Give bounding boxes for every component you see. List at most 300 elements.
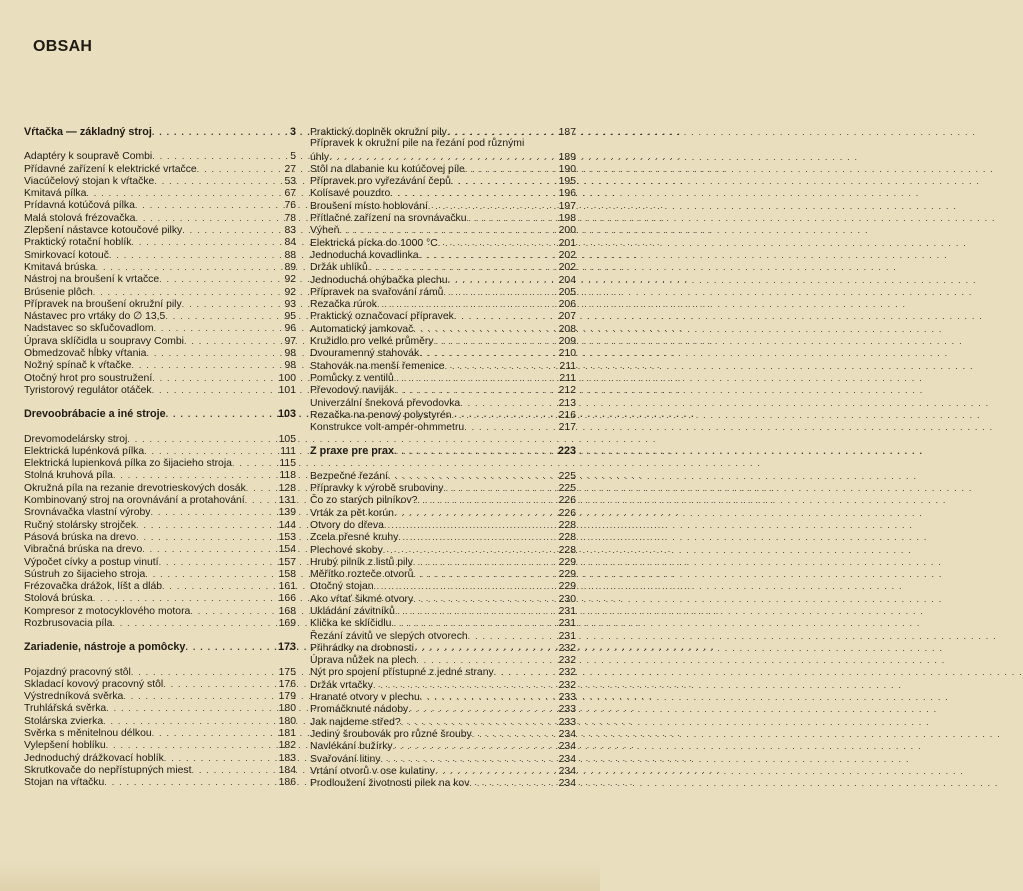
section-heading[interactable] — [24, 641, 296, 653]
toc-entry[interactable] — [24, 199, 296, 211]
toc-entry-title: Praktický doplněk okružní pily — [310, 127, 447, 138]
section-heading[interactable] — [310, 445, 576, 457]
leader-dots — [388, 470, 557, 482]
leader-dots — [106, 739, 277, 751]
toc-entry-page: 226 — [558, 507, 576, 519]
toc-entry[interactable] — [24, 543, 296, 555]
toc-entry-title: Prodloužení životnosti pilek na kov — [310, 778, 470, 790]
toc-entry-page: 195 — [558, 176, 576, 188]
leader-dots — [413, 556, 557, 568]
toc-entry[interactable] — [24, 359, 296, 371]
toc-entry-title: Vrtání otvorů v ose kulatiny — [310, 765, 435, 777]
toc-entry[interactable] — [24, 580, 296, 592]
leader-dots — [391, 617, 556, 629]
leader-dots — [152, 727, 277, 739]
toc-entry[interactable] — [310, 347, 576, 359]
toc-entry-title: Přípravek na broušení okružní pily — [24, 298, 182, 310]
leader-dots — [413, 568, 556, 580]
toc-entry-title: Přípravek na svařování rámů — [310, 286, 444, 298]
toc-entry-page: 95 — [284, 311, 296, 323]
leader-dots — [443, 286, 556, 298]
toc-entry-title: Obmedzovač hĺbky vŕtania — [24, 348, 147, 360]
leader-dots — [460, 397, 556, 409]
toc-entry[interactable] — [310, 286, 576, 298]
toc-entry[interactable] — [310, 298, 576, 310]
leader-dots — [144, 445, 278, 457]
toc-entry-page: 216 — [558, 409, 576, 421]
toc-entry-title: Promáčknuté nádoby — [310, 704, 409, 716]
leader-dots — [380, 753, 556, 765]
toc-entry-page: 92 — [284, 286, 296, 298]
leader-dots — [438, 237, 557, 249]
section-heading[interactable] — [24, 126, 296, 138]
toc-entry-title: Hranaté otvory v plechu — [310, 692, 420, 704]
toc-entry-page: 179 — [278, 691, 296, 703]
toc-entry-title: Přípravek k okružní pile na řezání pod různými — [310, 138, 525, 150]
toc-entry-title: Otočný stojan — [310, 581, 374, 593]
toc-entry[interactable] — [24, 298, 296, 310]
toc-entry-page: 231 — [558, 605, 576, 617]
toc-entry-page: 228 — [558, 532, 576, 544]
toc-entry-title: Stojan na vŕtačku — [24, 777, 105, 789]
toc-entry-page: 202 — [558, 262, 576, 274]
toc-entry[interactable] — [310, 224, 576, 236]
toc-entry[interactable] — [310, 138, 576, 150]
toc-entry-title: Rezačka na penový polystyrén — [310, 409, 452, 421]
toc-right-column — [310, 126, 576, 789]
toc-entry[interactable] — [310, 544, 576, 556]
toc-entry-title: Přihrádky na drobnosti — [310, 642, 414, 654]
toc-entry-page: 180 — [278, 703, 296, 715]
toc-entry[interactable] — [310, 384, 576, 396]
toc-entry-page: 225 — [558, 470, 576, 482]
toc-entry-page: 190 — [558, 163, 576, 175]
leader-dots — [452, 409, 557, 421]
toc-entry-page: 139 — [278, 507, 296, 519]
toc-entry-page: 228 — [558, 519, 576, 531]
toc-entry-title: Elektrická lupénková pílka — [24, 445, 145, 457]
leader-dots — [393, 740, 557, 752]
toc-entry-title: Svěrka s měnitelnou délkou — [24, 728, 152, 740]
leader-dots — [383, 544, 557, 556]
toc-entry[interactable] — [310, 531, 576, 543]
leader-dots — [451, 175, 557, 187]
toc-entry-title: Jednoduchý drážkovací hoblík — [24, 752, 164, 764]
toc-entry[interactable] — [310, 360, 576, 372]
toc-entry-page: 212 — [558, 385, 576, 397]
toc-entry[interactable] — [310, 507, 576, 519]
toc-entry-page: 182 — [278, 740, 296, 752]
toc-entry[interactable] — [24, 776, 296, 788]
toc-entry[interactable] — [310, 765, 576, 777]
toc-entry[interactable] — [24, 372, 296, 384]
toc-entry[interactable] — [310, 703, 576, 715]
toc-entry[interactable] — [24, 605, 296, 617]
toc-entry-page: 89 — [284, 261, 296, 273]
toc-entry[interactable] — [310, 728, 576, 740]
toc-entry-title: Přídavné zařízení k elektrické vrtačce — [24, 163, 197, 175]
leader-dots — [454, 310, 557, 322]
leader-dots — [142, 543, 276, 555]
toc-entry-title: Výstredníková svěrka — [24, 691, 124, 703]
toc-entry-title: Nástroj na broušení k vrtačce — [24, 274, 160, 286]
toc-entry[interactable] — [310, 679, 576, 691]
toc-entry[interactable] — [24, 457, 296, 469]
toc-entry-page: 234 — [558, 728, 576, 740]
toc-entry[interactable] — [310, 163, 576, 175]
toc-entry[interactable] — [310, 397, 576, 409]
toc-entry[interactable] — [24, 556, 296, 568]
toc-entry[interactable] — [310, 470, 576, 482]
toc-entry-title: Ukládání závitníků — [310, 605, 395, 617]
toc-entry-title: Rozbrusovacia píla — [24, 617, 113, 629]
leader-dots — [165, 310, 278, 322]
toc-entry-title: Skrutkovače do nepřístupných miest — [24, 764, 192, 776]
leader-dots — [103, 715, 277, 727]
toc-entry-title: Přítlačné zařízení na srovnávačku — [310, 213, 467, 225]
leader-dots — [401, 716, 557, 728]
toc-entry[interactable] — [24, 568, 296, 580]
leader-dots — [131, 359, 278, 371]
toc-entry[interactable] — [310, 175, 576, 187]
toc-entry-page: 161 — [278, 581, 296, 593]
leader-dots — [162, 580, 277, 592]
leader-dots — [154, 175, 278, 187]
toc-entry[interactable] — [310, 691, 576, 703]
leader-dots — [86, 187, 278, 199]
toc-entry[interactable] — [310, 274, 576, 286]
toc-entry[interactable] — [310, 261, 576, 273]
toc-entry-page: 201 — [558, 237, 576, 249]
leader-dots — [123, 690, 276, 702]
toc-entry[interactable] — [310, 372, 576, 384]
toc-entry-page: 208 — [558, 323, 576, 335]
toc-entry-title: Vrták za pět korún — [310, 507, 394, 519]
section-heading[interactable] — [24, 408, 296, 420]
leader-dots — [419, 347, 556, 359]
leader-dots — [109, 249, 278, 261]
leader-dots — [197, 163, 278, 175]
toc-entry-title: Automatický jamkovač — [310, 323, 414, 335]
leader-dots — [464, 421, 556, 433]
toc-entry-page: 225 — [558, 483, 576, 495]
leader-dots — [368, 261, 557, 273]
toc-entry[interactable] — [24, 150, 296, 162]
toc-entry-page: 98 — [284, 348, 296, 360]
toc-entry[interactable] — [24, 666, 296, 678]
toc-entry-title: Jednoduchá kovadlinka — [310, 249, 419, 261]
toc-entry-title: Zcela přesné kruhy — [310, 532, 399, 544]
section-heading-page: 3 — [289, 126, 296, 138]
toc-entry[interactable] — [310, 654, 576, 666]
toc-entry[interactable] — [24, 163, 296, 175]
toc-entry[interactable] — [24, 236, 296, 248]
toc-entry-title: Kmitavá pílka — [24, 188, 87, 200]
leader-dots — [113, 469, 277, 481]
leader-dots — [152, 150, 278, 162]
toc-entry-title: Kombinovaný stroj na orovnávání a protahování — [24, 495, 245, 507]
toc-entry[interactable] — [24, 175, 296, 187]
toc-entry-title: Jediný šroubovák pro různé šrouby — [310, 728, 472, 740]
toc-entry[interactable] — [310, 666, 576, 678]
toc-entry[interactable] — [310, 568, 576, 580]
toc-entry-page: 181 — [278, 728, 296, 740]
toc-entry-title: Truhlářská svěrka — [24, 703, 107, 715]
toc-entry-title: Hrubý pilník z listů pily — [310, 556, 413, 568]
toc-entry[interactable] — [310, 556, 576, 568]
leader-dots — [413, 323, 556, 335]
leader-dots — [135, 199, 278, 211]
toc-entry[interactable] — [310, 593, 576, 605]
leader-dots — [131, 236, 278, 248]
toc-entry-page: 217 — [558, 422, 576, 434]
toc-entry[interactable] — [24, 335, 296, 347]
toc-entry[interactable] — [24, 224, 296, 236]
toc-entry-title: Bezpečné řezání — [310, 470, 388, 482]
toc-entry-page: 53 — [284, 175, 296, 187]
toc-entry[interactable] — [24, 690, 296, 702]
section-heading-text: Vŕtačka — základný stroj — [24, 126, 152, 138]
toc-entry-title: Konstrukce volt-ampér-ohmmetru — [310, 422, 465, 434]
toc-entry[interactable] — [310, 323, 576, 335]
toc-entry-title: Kolísavé pouzdro — [310, 188, 391, 200]
toc-entry-title: Praktický označovací přípravek — [310, 311, 454, 323]
toc-entry-title: Okružná píla na rezanie drevotrieskových dosák — [24, 482, 246, 494]
toc-entry-page: 205 — [558, 286, 576, 298]
toc-entry-page: 229 — [558, 569, 576, 581]
toc-entry[interactable] — [24, 715, 296, 727]
toc-entry-page: 154 — [278, 544, 296, 556]
toc-entry[interactable] — [24, 739, 296, 751]
toc-entry[interactable] — [310, 753, 576, 765]
toc-entry-page: 209 — [558, 336, 576, 348]
section-heading-page: 223 — [557, 445, 576, 458]
toc-entry-title: úhly — [310, 151, 330, 163]
toc-entry[interactable] — [310, 200, 576, 212]
toc-entry-title: Drevomodelársky stroj — [24, 433, 128, 445]
toc-entry[interactable] — [24, 494, 296, 506]
toc-entry-page: 131 — [278, 495, 296, 507]
toc-entry-page: 234 — [558, 753, 576, 765]
section-heading-text: Z praxe pre prax — [310, 445, 395, 458]
toc-entry[interactable] — [310, 605, 576, 617]
toc-entry-page: 232 — [558, 655, 576, 667]
toc-entry[interactable] — [24, 727, 296, 739]
toc-entry[interactable] — [24, 764, 296, 776]
toc-entry-title: Vibračná brúska na drevo — [24, 544, 143, 556]
toc-entry[interactable] — [24, 212, 296, 224]
toc-entry[interactable] — [310, 335, 576, 347]
leader-dots — [394, 372, 558, 384]
toc-entry-page: 100 — [278, 372, 296, 384]
toc-entry[interactable] — [24, 273, 296, 285]
toc-entry-page: 233 — [558, 704, 576, 716]
toc-entry-page: 88 — [284, 249, 296, 261]
toc-entry[interactable] — [310, 126, 576, 138]
leader-dots — [398, 531, 556, 543]
leader-dots — [232, 457, 278, 469]
section-heading-text: Drevoobrábacie a iné stroje — [24, 408, 166, 421]
leader-dots — [414, 642, 557, 654]
leader-dots — [467, 212, 557, 224]
toc-entry-page: 175 — [278, 666, 296, 678]
toc-entry-title: Jednoduchá ohýbačka plechu — [310, 274, 448, 286]
toc-entry[interactable] — [24, 506, 296, 518]
leader-dots — [192, 764, 277, 776]
toc-entry[interactable] — [24, 187, 296, 199]
leader-dots — [131, 666, 277, 678]
leader-dots — [146, 347, 278, 359]
toc-entry[interactable] — [310, 310, 576, 322]
leader-dots — [182, 224, 278, 236]
toc-entry[interactable] — [310, 151, 576, 163]
toc-entry-title: Stolná kruhová píla — [24, 470, 113, 482]
toc-entry[interactable] — [310, 580, 576, 592]
toc-entry-page: 234 — [558, 741, 576, 753]
toc-entry[interactable] — [24, 752, 296, 764]
toc-entry-title: Brúsenie plôch — [24, 286, 93, 298]
toc-entry[interactable] — [24, 445, 296, 457]
toc-entry-title: Kmitavá brúska — [24, 261, 96, 273]
toc-entry[interactable] — [24, 702, 296, 714]
leader-dots — [136, 531, 277, 543]
toc-entry-title: Jak najdeme střed? — [310, 716, 401, 728]
leader-dots — [163, 678, 276, 690]
toc-entry-title: Pomůcky z ventilů — [310, 372, 394, 384]
toc-entry-page: 5 — [290, 151, 296, 163]
toc-entry-page: 98 — [284, 360, 296, 372]
toc-entry-title: Převodový naviják — [310, 385, 395, 397]
toc-entry-title: Pásová brúska na drevo — [24, 531, 137, 543]
toc-entry-title: Řezání závitů ve slepých otvorech — [310, 630, 468, 642]
toc-entry[interactable] — [24, 310, 296, 322]
toc-entry[interactable] — [24, 519, 296, 531]
toc-entry-title: Úprava nůžek na plech — [310, 655, 417, 667]
toc-entry[interactable] — [24, 469, 296, 481]
leader-dots — [93, 286, 278, 298]
toc-entry-page: 196 — [558, 188, 576, 200]
toc-entry[interactable] — [310, 212, 576, 224]
toc-entry-page: 101 — [278, 384, 296, 396]
toc-entry[interactable] — [310, 409, 576, 421]
section-heading-page: 173 — [277, 641, 296, 654]
toc-entry[interactable] — [310, 777, 576, 789]
toc-entry-page: 229 — [558, 581, 576, 593]
leader-dots — [190, 605, 276, 617]
leader-dots — [494, 666, 557, 678]
toc-entry[interactable] — [310, 740, 576, 752]
toc-entry-page: 96 — [284, 323, 296, 335]
toc-entry[interactable] — [24, 678, 296, 690]
toc-entry[interactable] — [310, 519, 576, 531]
toc-entry-page: 78 — [284, 212, 296, 224]
section-heading-text: Zariadenie, nástroje a pomôcky — [24, 641, 186, 654]
toc-entry-title: Otvory do dřeva — [310, 519, 384, 531]
toc-entry-page: 232 — [558, 642, 576, 654]
toc-entry[interactable] — [24, 347, 296, 359]
leader-dots — [329, 151, 557, 163]
toc-entry[interactable] — [24, 322, 296, 334]
toc-entry[interactable] — [310, 237, 576, 249]
toc-entry-page: 228 — [558, 544, 576, 556]
leader-dots — [150, 506, 276, 518]
toc-entry[interactable] — [24, 531, 296, 543]
toc-entry-page: 202 — [558, 249, 576, 261]
toc-entry[interactable] — [24, 384, 296, 396]
leader-dots — [472, 728, 557, 740]
toc-entry[interactable] — [310, 617, 576, 629]
toc-entry-title: Praktický rotační hoblík — [24, 237, 132, 249]
leader-dots — [152, 372, 276, 384]
leader-dots — [374, 580, 557, 592]
toc-entry-title: Měřítko rozteče otvorů — [310, 569, 414, 581]
leader-dots — [447, 126, 557, 138]
toc-entry[interactable] — [24, 249, 296, 261]
leader-dots — [184, 335, 278, 347]
toc-entry[interactable] — [310, 249, 576, 261]
toc-entry-title: Tyristorový regulátor otáček — [24, 384, 152, 396]
toc-entry-title: Frézovačka drážok, líšt a dláb — [24, 581, 163, 593]
toc-entry[interactable] — [24, 433, 296, 445]
toc-entry-title: Otočný hrot pro soustružení — [24, 372, 153, 384]
toc-entry-page: 234 — [558, 765, 576, 777]
toc-entry-page: 197 — [558, 200, 576, 212]
leader-dots — [106, 702, 276, 714]
leader-dots — [384, 519, 557, 531]
toc-entry-title: Svařování litiny — [310, 753, 381, 765]
toc-entry-title: Nožný spínač k vŕtačke — [24, 360, 132, 372]
toc-entry-title: Stahovák na menší řemenice — [310, 360, 445, 372]
toc-entry-page: 198 — [558, 213, 576, 225]
toc-entry[interactable] — [310, 630, 576, 642]
toc-entry-page: 83 — [284, 225, 296, 237]
toc-entry-page: 231 — [558, 630, 576, 642]
toc-entry-page: 233 — [558, 692, 576, 704]
leader-dots — [395, 605, 557, 617]
leader-dots — [435, 765, 557, 777]
toc-entry[interactable] — [310, 421, 576, 433]
leader-dots — [246, 482, 277, 494]
leader-dots — [469, 777, 556, 789]
toc-entry-page: 207 — [558, 311, 576, 323]
toc-entry-title: Stôl na dlabanie ku kotúčovej píle — [310, 163, 465, 175]
toc-entry-page: 183 — [278, 752, 296, 764]
toc-entry-title: Adaptéry k soupravě Combi — [24, 151, 153, 163]
toc-entry-page: 111 — [280, 445, 296, 457]
toc-entry[interactable] — [24, 592, 296, 604]
toc-entry-title: Úprava sklíčidla u soupravy Combi — [24, 335, 184, 347]
toc-entry-title: Přípravek pro vyřezávání čepů — [310, 176, 451, 188]
toc-entry-title: Elektrická lupienková pílka zo šijacieho stroja — [24, 458, 232, 470]
toc-entry[interactable] — [310, 494, 576, 506]
section-heading-page: 103 — [277, 408, 296, 421]
toc-entry[interactable] — [24, 286, 296, 298]
toc-entry[interactable] — [310, 482, 576, 494]
toc-entry[interactable] — [24, 482, 296, 494]
leader-dots — [373, 679, 557, 691]
toc-entry-page: 180 — [278, 715, 296, 727]
toc-entry-page: 128 — [278, 482, 296, 494]
toc-entry[interactable] — [310, 716, 576, 728]
toc-entry[interactable] — [310, 187, 576, 199]
toc-entry-page: 204 — [558, 274, 576, 286]
toc-entry[interactable] — [24, 261, 296, 273]
leader-dots — [413, 593, 556, 605]
toc-entry[interactable] — [310, 642, 576, 654]
toc-entry-title: Dvouramenný stahovák — [310, 348, 420, 360]
toc-entry-page: 166 — [278, 593, 296, 605]
toc-entry[interactable] — [24, 617, 296, 629]
